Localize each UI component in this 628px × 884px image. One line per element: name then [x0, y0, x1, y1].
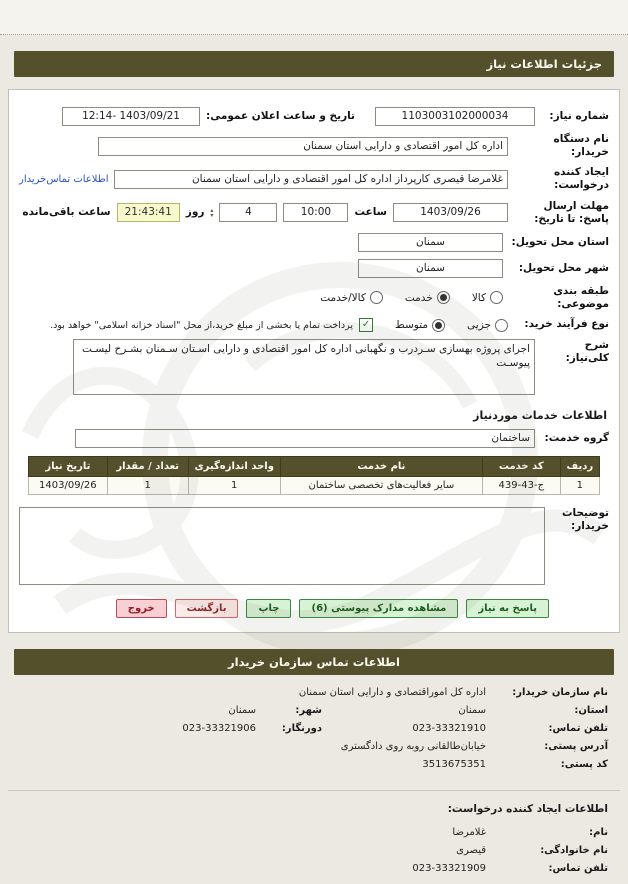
creator-phone-value: 023-33321909 [412, 863, 486, 874]
cell-unit: 1 [188, 477, 280, 495]
cell-quantity: 1 [107, 477, 188, 495]
province-value: سمنان [458, 705, 486, 716]
radio-checked-icon[interactable] [432, 319, 445, 332]
remaining-time-badge: 21:43:41 [117, 203, 180, 222]
days-stepper[interactable] [210, 208, 213, 218]
need-number-label: شماره نیاز: [549, 109, 609, 122]
row-delivery-city [19, 259, 609, 278]
row-description [19, 339, 609, 395]
delivery-province-input[interactable] [358, 233, 503, 252]
col-service-code: کد خدمت [482, 457, 560, 477]
cell-service-code: ج-43-439 [482, 477, 560, 495]
cell-service-name: سایر فعالیت‌های تخصصی ساختمان [280, 477, 482, 495]
category-option-goods-service-label: کالا/خدمت [320, 291, 366, 304]
category-option-service[interactable] [405, 291, 450, 304]
service-group-label: گروه خدمت: [544, 431, 609, 444]
row-service-group [19, 429, 609, 448]
announce-datetime-input[interactable] [62, 107, 200, 126]
description-label: شرح کلی‌نیاز: [565, 339, 609, 365]
deadline-label: مهلت ارسال پاسخ: تا تاریخ: [534, 199, 609, 225]
delivery-city-input[interactable] [358, 259, 503, 278]
stepper-down-icon[interactable]: ▾ [210, 211, 214, 219]
creator-phone-label: تلفن تماس: [548, 863, 608, 874]
cell-rank: 1 [560, 477, 599, 495]
buyer-contact-title: اطلاعات تماس سازمان خریدار [228, 655, 400, 669]
process-option-medium-label: متوسط [395, 319, 429, 331]
org-name-label: نام سازمان خریدار: [512, 687, 608, 698]
address-value: خیابان‌طالقانی روبه روی دادگستری [340, 741, 486, 752]
need-details-title-bar [14, 51, 614, 77]
buyer-org-input[interactable] [98, 137, 508, 156]
delivery-city-label: شهر محل تحویل: [518, 261, 609, 274]
buyer-contact-title-bar [14, 649, 614, 675]
cell-need-date: 1403/09/26 [29, 477, 108, 495]
postal-code-value: 3513675351 [422, 759, 486, 770]
deadline-days-input[interactable] [219, 203, 277, 222]
fax-value: 023-33321906 [182, 723, 256, 734]
process-option-minor-label: جزیی [467, 319, 491, 331]
section-divider [8, 790, 620, 791]
buyer-contact-section [20, 687, 608, 770]
remaining-time-label: ساعت باقی‌مانده [22, 206, 111, 219]
contact-row-postal [20, 759, 608, 770]
city-value: سمنان [228, 705, 256, 716]
contact-row-org [20, 687, 608, 698]
view-attachments-button[interactable]: مشاهده مدارک پیوستی (6) [299, 599, 458, 618]
contact-row-province-city [20, 705, 608, 716]
city-label: شهر: [295, 705, 322, 716]
services-table-header-row [29, 457, 600, 477]
radio-checked-icon[interactable] [437, 291, 450, 304]
category-option-goods[interactable] [472, 291, 503, 304]
creator-row-phone [20, 863, 608, 874]
radio-icon[interactable] [370, 291, 383, 304]
announce-datetime-label: تاریخ و ساعت اعلان عمومی: [206, 109, 355, 122]
need-number-input[interactable] [375, 107, 535, 126]
category-option-service-label: خدمت [404, 291, 433, 304]
creator-info-heading: اطلاعات ایجاد کننده درخواست: [447, 803, 608, 815]
radio-icon[interactable] [490, 291, 503, 304]
row-purchase-process [19, 318, 609, 332]
row-request-creator [19, 166, 609, 192]
org-name-value: اداره کل اموراقتصادی و دارایی استان سمنان [298, 687, 486, 698]
row-delivery-province [19, 233, 609, 252]
category-option-goods-label: کالا [471, 291, 486, 304]
table-row [29, 477, 600, 495]
stepper-up-icon[interactable]: ▴ [210, 206, 214, 214]
col-quantity: تعداد / مقدار [107, 457, 188, 477]
respond-button[interactable]: پاسخ به نیاز [466, 599, 549, 618]
phone-label: تلفن تماس: [548, 723, 608, 734]
treasury-note: پرداخت تمام یا بخشی از مبلغ خرید،از محل "اسناد خزانه اسلامی" خواهد بود. [50, 319, 354, 331]
back-button[interactable]: بازگشت [175, 599, 239, 618]
address-label: آدرس پستی: [544, 741, 608, 752]
row-deadline [19, 200, 609, 226]
page-title: جزئیات اطلاعات نیاز [486, 57, 602, 71]
subject-category-label: طبقه بندی موضوعی: [553, 284, 609, 310]
first-name-label: نام: [589, 827, 608, 838]
row-subject-category [19, 285, 609, 311]
treasury-checkbox[interactable]: ✓ [359, 318, 373, 332]
delivery-province-label: استان محل تحویل: [511, 235, 609, 248]
postal-code-label: کد پستی: [560, 759, 608, 770]
description-textarea[interactable] [73, 339, 535, 395]
creator-row-first-name [20, 827, 608, 838]
col-unit: واحد اندازه‌گیری [188, 457, 280, 477]
phone-value: 023-33321910 [412, 723, 486, 734]
action-buttons [17, 599, 549, 618]
creator-row-last-name [20, 845, 608, 856]
process-option-medium[interactable] [395, 319, 445, 332]
contact-row-phone-fax [20, 723, 608, 734]
row-buyer-notes [19, 507, 609, 585]
buyer-notes-label: توضیحات خریدار: [561, 507, 609, 533]
exit-button[interactable]: خروج [116, 599, 167, 618]
province-label: استان: [574, 705, 608, 716]
services-table [28, 456, 600, 495]
deadline-hour-label: ساعت [354, 206, 387, 219]
buyer-contact-link[interactable]: اطلاعات تماس‌خریدار [19, 173, 109, 185]
need-details-panel [8, 89, 620, 633]
col-need-date: تاریخ نیاز [29, 457, 108, 477]
request-creator-input[interactable] [114, 170, 508, 189]
row-need-number [19, 107, 609, 126]
request-creator-label: ایجاد کننده درخواست: [553, 166, 609, 192]
contact-row-address [20, 741, 608, 752]
col-rank: ردیف [560, 457, 599, 477]
col-service-name: نام خدمت [280, 457, 482, 477]
top-divider-strip [0, 0, 628, 35]
print-button[interactable]: چاپ [246, 599, 291, 618]
row-buyer-org [19, 133, 609, 159]
deadline-days-label: روز [185, 206, 205, 219]
last-name-value: قیصری [456, 845, 486, 856]
category-option-goods-service[interactable] [320, 291, 383, 304]
deadline-hour-input[interactable] [283, 203, 348, 222]
process-option-minor[interactable] [467, 319, 508, 332]
radio-icon[interactable] [495, 319, 508, 332]
buyer-org-label: نام دستگاه خریدار: [553, 133, 609, 159]
purchase-process-label: نوع فرآیند خرید: [524, 318, 609, 331]
buyer-notes-textarea[interactable] [19, 507, 545, 585]
fax-label: دورنگار: [281, 723, 322, 734]
service-group-input[interactable] [75, 429, 535, 448]
services-section-heading: اطلاعات خدمات موردنیاز [473, 409, 607, 422]
deadline-date-input[interactable] [393, 203, 508, 222]
first-name-value: غلامرضا [452, 827, 486, 838]
creator-info-section [20, 827, 608, 874]
last-name-label: نام خانوادگی: [540, 845, 608, 856]
